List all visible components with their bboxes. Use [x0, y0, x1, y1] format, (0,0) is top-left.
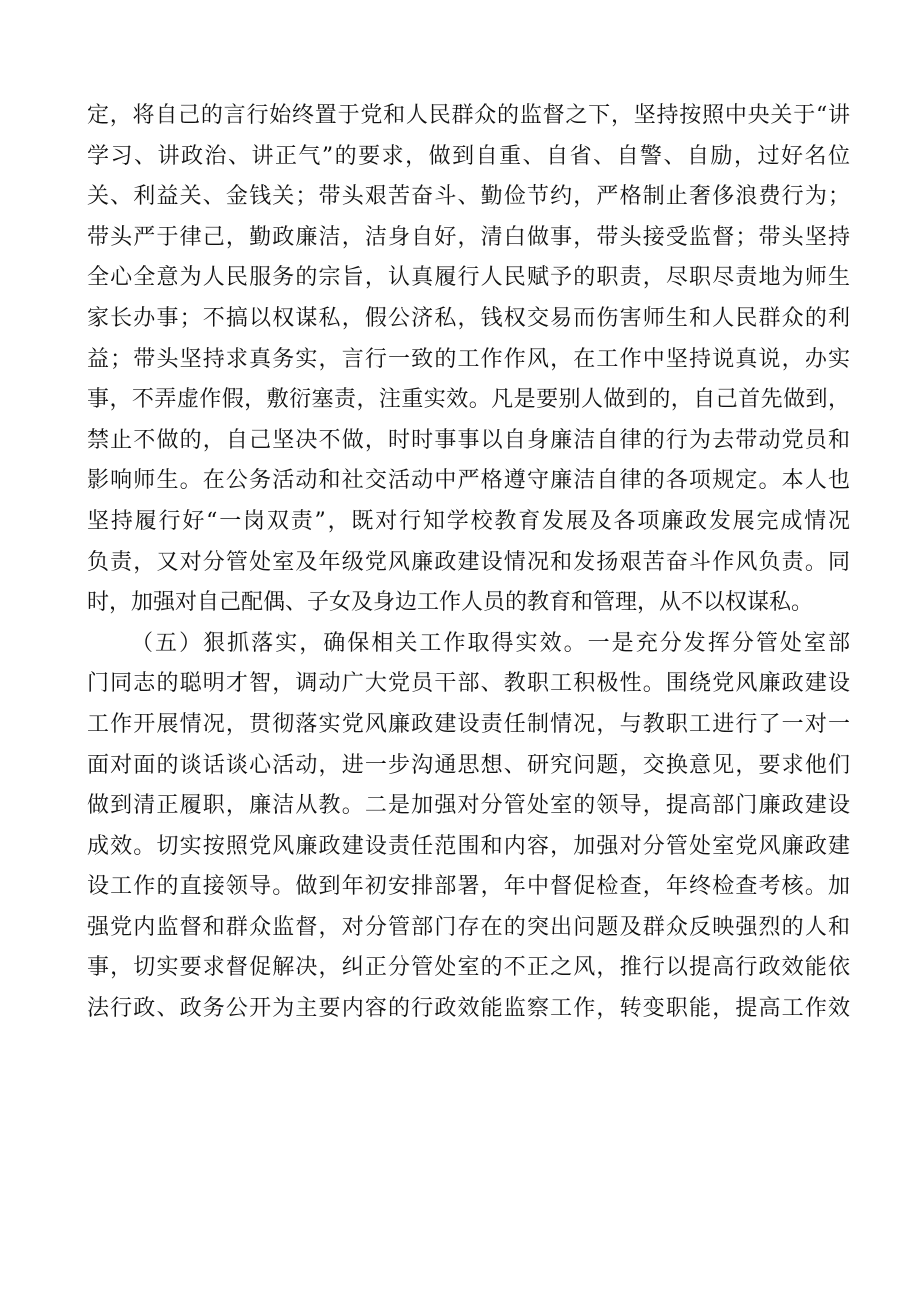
document-body: [87, 96, 850, 1030]
text-line: 坚持履行好“一岗双责”，既对行知学校教育发展及各项廉政发展完成情况: [87, 508, 850, 534]
text-line: 禁止不做的，自己坚决不做，时时事事以自身廉洁自律的行为去带动党员和: [87, 427, 850, 453]
text-line: 全心全意为人民服务的宗旨，认真履行人民赋予的职责，尽职尽责地为师生: [87, 265, 850, 291]
text-line: 法行政、政务公开为主要内容的行政效能监察工作，转变职能，提高工作效: [87, 996, 850, 1022]
text-line: 学习、讲政治、讲正气”的要求，做到自重、自省、自警、自励，过好名位: [87, 143, 850, 169]
text-line: 强党内监督和群众监督，对分管部门存在的突出问题及群众反映强烈的人和: [87, 914, 850, 940]
text-line: 面对面的谈话谈心活动，进一步沟通思想、研究问题，交换意见，要求他们: [87, 752, 850, 778]
text-line: 成效。切实按照党风廉政建设责任范围和内容，加强对分管处室党风廉政建: [87, 833, 850, 859]
text-line: 影响师生。在公务活动和社交活动中严格遵守廉洁自律的各项规定。本人也: [87, 468, 850, 494]
text-line: 益；带头坚持求真务实，言行一致的工作作风，在工作中坚持说真说，办实: [87, 346, 850, 372]
text-line: 事，不弄虚作假，敷衍塞责，注重实效。凡是要别人做到的，自己首先做到，: [87, 387, 850, 413]
text-line: 定，将自己的言行始终置于党和人民群众的监督之下，坚持按照中央关于“讲: [87, 103, 850, 128]
text-line: 做到清正履职，廉洁从教。二是加强对分管处室的领导，提高部门廉政建设: [87, 793, 850, 819]
text-line: 负责，又对分管处室及年级党风廉政建设情况和发扬艰苦奋斗作风负责。同: [87, 549, 850, 575]
text-line: 设工作的直接领导。做到年初安排部署，年中督促检查，年终检查考核。加: [87, 874, 850, 900]
paragraph-end-line: 时，加强对自己配偶、子女及身边工作人员的教育和管理，从不以权谋私。: [87, 590, 814, 616]
text-line: 关、利益关、金钱关；带头艰苦奋斗、勤俭节约，严格制止奢侈浪费行为；: [87, 184, 850, 210]
text-line: 事，切实要求督促解决，纠正分管处室的不正之风，推行以提高行政效能依: [87, 955, 850, 981]
text-line: 带头严于律己，勤政廉洁，洁身自好，清白做事，带头接受监督；带头坚持: [87, 224, 850, 250]
text-line: 工作开展情况，贯彻落实党风廉政建设责任制情况，与教职工进行了一对一: [87, 711, 850, 737]
section-heading-line: （五）狠抓落实，确保相关工作取得实效。一是充分发挥分管处室部: [131, 630, 850, 656]
text-line: 门同志的聪明才智，调动广大党员干部、教职工积极性。围绕党风廉政建设: [87, 671, 850, 697]
text-line: 家长办事；不搞以权谋私，假公济私，钱权交易而伤害师生和人民群众的利: [87, 305, 850, 331]
